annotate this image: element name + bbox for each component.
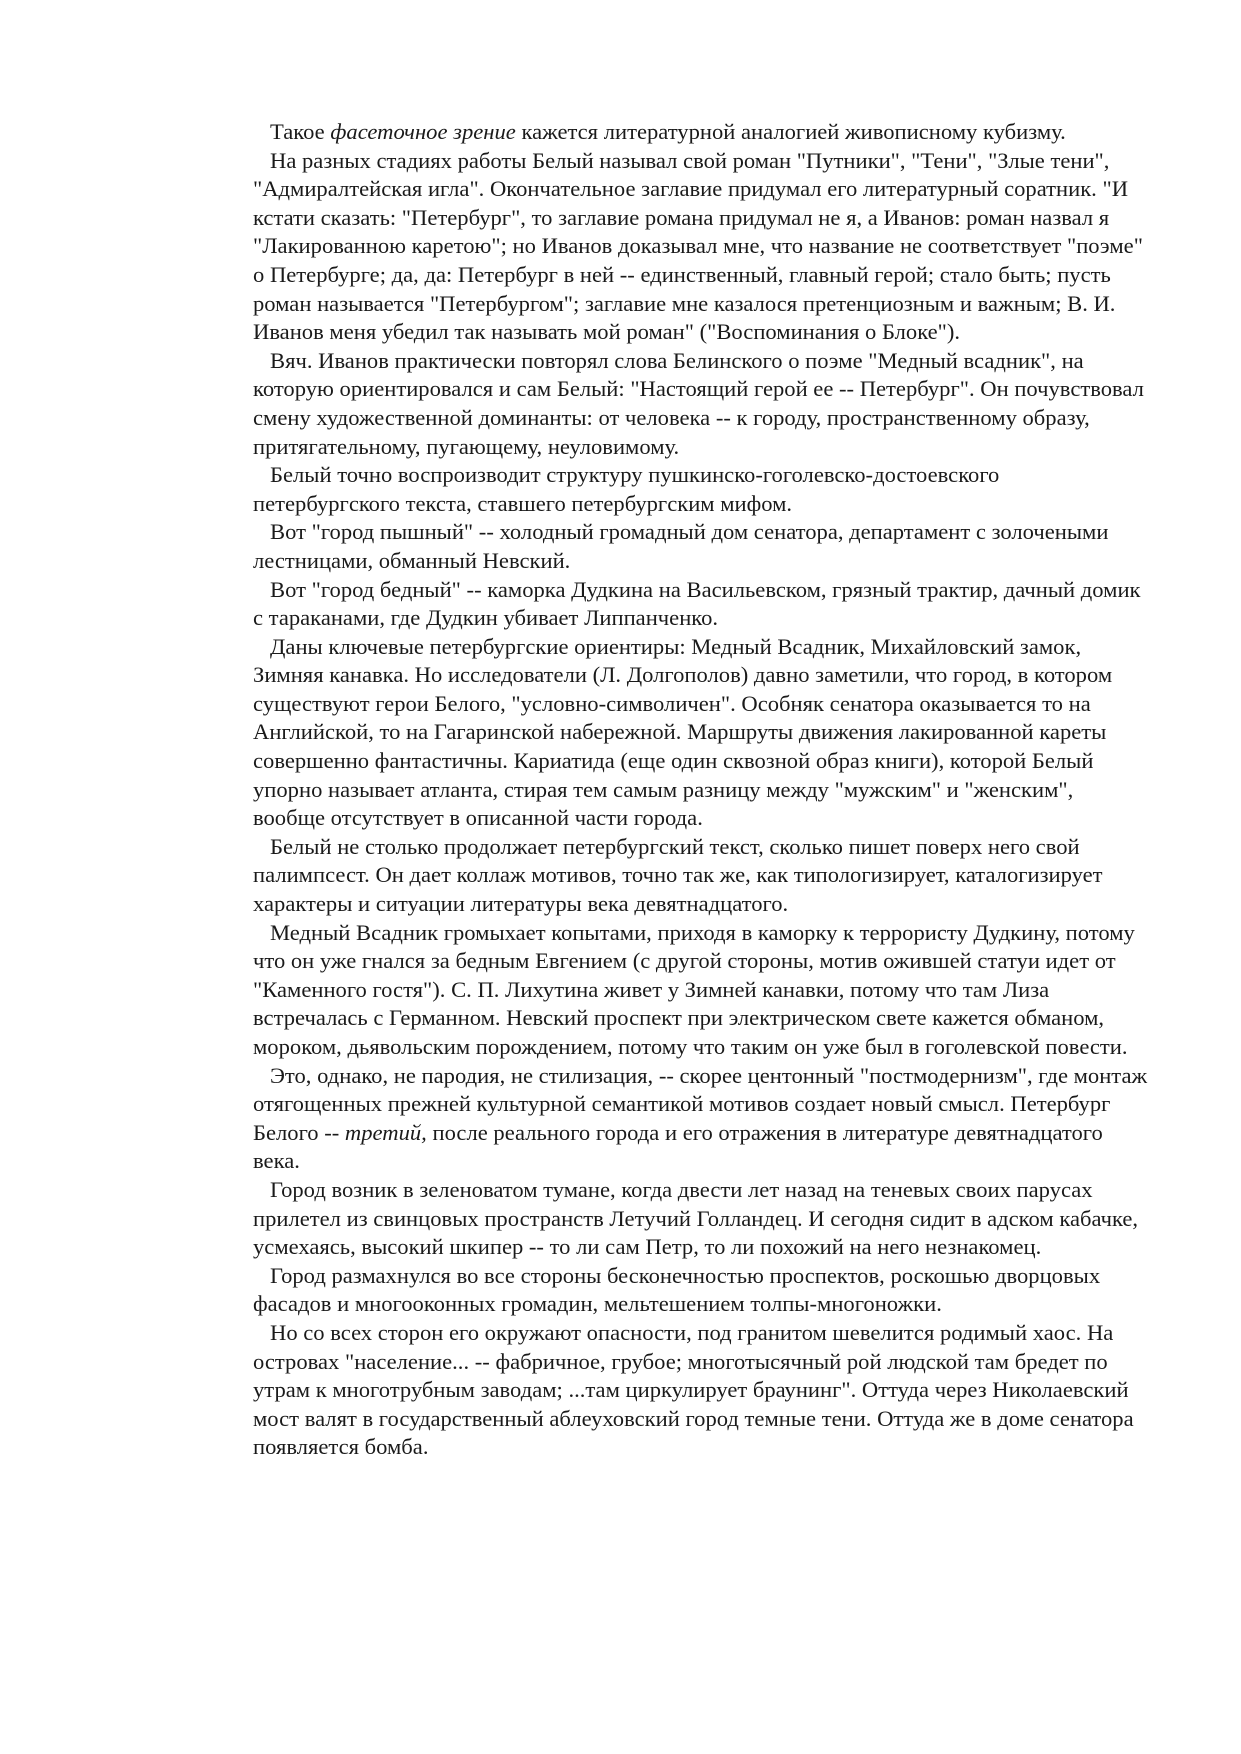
paragraph [253,147,1148,347]
text-run: Такое [270,119,331,144]
paragraph [253,347,1148,461]
paragraph [253,1062,1148,1176]
text-run: Белый точно воспроизводит структуру пушкинско-гоголевско-достоевского петербургского текста, ставшего петербургским мифом. [253,462,1000,516]
paragraph [253,919,1148,1062]
italic-text: фасеточное зрение [330,119,516,144]
paragraph [253,1176,1148,1262]
text-run: после реального города и его отражения в литературе девятнадцатого века. [253,1119,1103,1174]
text-run: Даны ключевые петербургские ориентиры: Медный Всадник, Михайловский замок, Зимняя канавка. Но исследователи (Л. Долгополов) давно заметили, что город, в котором существуют герои Белого, "условно-символичен". Особняк сенатора оказывается то на Английской, то на Гагаринской набережной. Маршруты движения лакированной кареты совершенно фантастичны. Кариатида (еще один сквозной образ книги), которой Белый упорно называет атланта, стирая тем самым разницу между "мужским" и "женским", вообще отсутствует в описанной части города. [253,633,1113,831]
paragraph [253,518,1148,575]
paragraph [253,576,1148,633]
paragraph [253,118,1148,147]
paragraph [253,833,1148,919]
text-run: Вяч. Иванов практически повторял слова Белинского о поэме "Медный всадник", на которую ориентировался и сам Белый: "Настоящий герой ее -- Петербург". Он почувствовал смену художественной доминанты: от человека -- к городу, пространственному образу, притягательному, пугающему, неуловимому. [253,347,1144,459]
text-run: Вот "город пышный" -- холодный громадный дом сенатора, департамент с золочеными лестницами, обманный Невский. [253,519,1109,573]
paragraph [253,1319,1148,1462]
text-run: Медный Всадник громыхает копытами, приходя в каморку к террористу Дудкину, потому что он уже гнался за бедным Евгением (с другой стороны, мотив ожившей статуи идет от "Каменного гостя"). С. П. Лихутина живет у Зимней канавки, потому что там Лиза встречалась с Германном. Невский проспект при электрическом свете кажется обманом, мороком, дьявольским порождением, потому что таким он уже был в гоголевской повести. [253,919,1135,1059]
paragraph [253,461,1148,518]
paragraph [253,1262,1148,1319]
body-text [253,118,1148,1462]
paragraph [253,633,1148,833]
text-run: На разных стадиях работы Белый называл свой роман "Путники", "Тени", "Злые тени", "Адмиралтейская игла". Окончательное заглавие придумал его литературный соратник. "И кстати сказать: "Петербург", то заглавие романа придумал не я, а Иванов: роман назвал я "Лакированною каретою"; но Иванов доказывал мне, что название не соответствует "поэме" о Петербурге; да, да: Петербург в ней -- единственный, главный герой; стало быть; пусть роман называется "Петербургом"; заглавие мне казалося претенциозным и важным; В. И. Иванов меня убедил так называть мой роман" ("Воспоминания о Блоке"). [253,147,1143,345]
text-run: Вот "город бедный" -- каморка Дудкина на Васильевском, грязный трактир, дачный домик с тараканами, где Дудкин убивает Липпанченко. [253,576,1141,631]
italic-text: третий, [344,1119,427,1145]
text-run: Белый не столько продолжает петербургский текст, сколько пишет поверх него свой палимпсест. Он дает коллаж мотивов, точно так же, как типологизирует, каталогизирует характеры и ситуации литературы века девятнадцатого. [253,833,1103,917]
text-run: Город возник в зеленоватом тумане, когда двести лет назад на теневых своих парусах прилетел из свинцовых пространств Летучий Голландец. И сегодня сидит в адском кабачке, усмехаясь, высокий шкипер -- то ли сам Петр, то ли похожий на него незнакомец. [253,1176,1139,1260]
text-run: Но со всех сторон его окружают опасности, под гранитом шевелится родимый хаос. На островах "население... -- фабричное, грубое; многотысячный рой людской там бредет по утрам к многотрубным заводам; ...там циркулирует браунинг". Оттуда через Николаевский мост валят в государственный аблеуховский город темные тени. Оттуда же в доме сенатора появляется бомба. [253,1319,1134,1460]
text-run: Город размахнулся во все стороны бесконечностью проспектов, роскошью дворцовых фасадов и многооконных громадин, мельтешением толпы-многоножки. [253,1262,1101,1317]
text-run: кажется литературной аналогией живописному кубизму. [515,119,1066,144]
text-run: Это, однако, не пародия, не стилизация, -- скорее центонный "постмодернизм", где монтаж отягощенных прежней культурной семантикой мотивов создает новый смысл. Петербург Белого -- [253,1062,1148,1145]
